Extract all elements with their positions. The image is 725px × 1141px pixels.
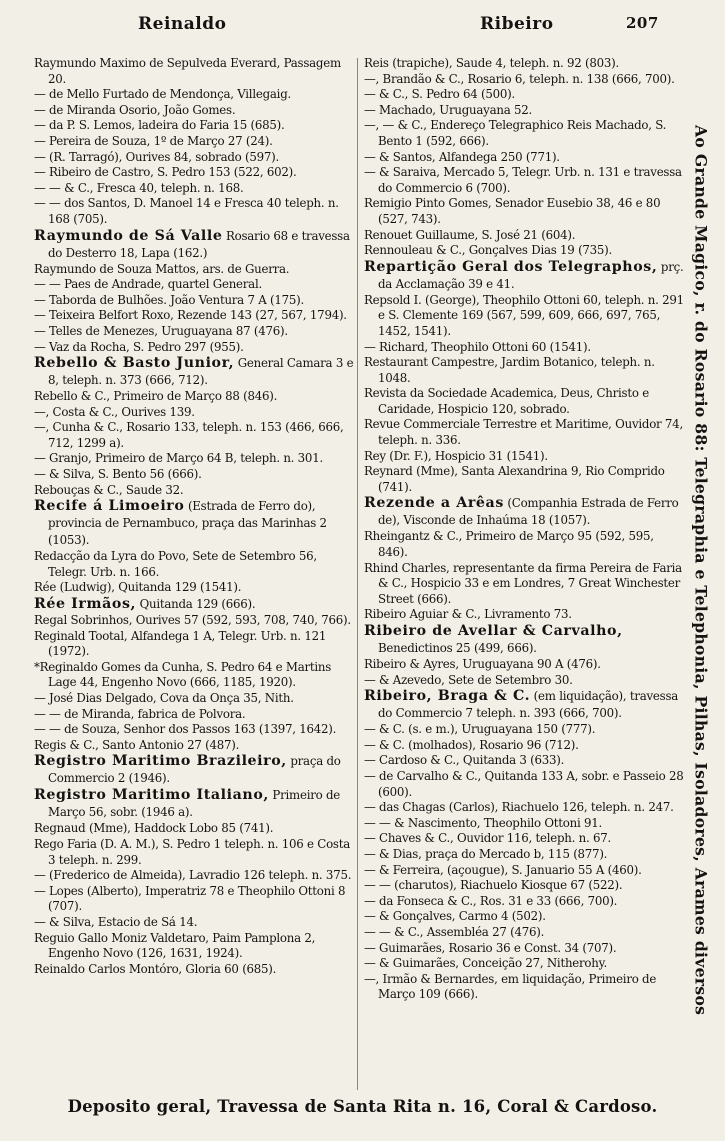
entry-name: — & C. (molhados), Rosario 96 (712). xyxy=(364,737,579,752)
entry-name: — Machado, Uruguayana 52. xyxy=(364,102,533,117)
directory-entry xyxy=(34,87,356,103)
directory-entry xyxy=(34,56,356,87)
directory-entry xyxy=(364,769,686,800)
entry-name: — & Gonçalves, Carmo 4 (502). xyxy=(364,909,546,924)
entry-name: Raymundo Maximo de Sepulveda Everard, Passagem 20. xyxy=(34,56,341,86)
entry-name: — Guimarães, Rosario 36 e Const. 34 (707). xyxy=(364,940,617,955)
directory-entry xyxy=(34,596,356,613)
directory-entry xyxy=(364,464,686,495)
entry-name: — José Dias Delgado, Cova da Onça 35, Nith. xyxy=(34,691,294,705)
entry-name: — — & C., Fresca 40, teleph. n. 168. xyxy=(34,180,244,195)
column-divider xyxy=(357,58,358,1090)
entry-name: Reinaldo Carlos Montóro, Gloria 60 (685). xyxy=(34,961,277,976)
entry-name: — & Azevedo, Sete de Setembro 30. xyxy=(364,672,573,687)
entry-name: Rey (Dr. F.), Hospicio 31 (1541). xyxy=(364,448,548,463)
directory-entry xyxy=(34,660,356,691)
directory-entry xyxy=(34,340,356,356)
entry-name: — Ribeiro de Castro, S. Pedro 153 (522, 602). xyxy=(34,165,297,180)
entry-name: Rhind Charles, representante da firma Pereira de Faria & C., Hospicio 33 e em Londres, 7 Great Winchester Street (666). xyxy=(364,560,682,606)
directory-entry xyxy=(364,529,686,560)
entry-name: Rebouças & C., Saude 32. xyxy=(34,482,184,497)
entry-name: Restaurant Campestre, Jardim Botanico, teleph. n. 1048. xyxy=(364,355,655,385)
entry-name: — Vaz da Rocha, S. Pedro 297 (955). xyxy=(34,339,244,354)
directory-entry xyxy=(364,561,686,608)
directory-entry xyxy=(364,56,686,72)
entry-address: Primeiro de Março 56, sobr. (1946 a). xyxy=(48,788,341,820)
entry-name: — de Miranda Osorio, João Gomes. xyxy=(34,102,236,117)
directory-entry xyxy=(34,228,356,262)
entry-name: —, Costa & C., Ourives 139. xyxy=(34,404,195,419)
directory-entry xyxy=(364,259,686,293)
right-column xyxy=(364,56,686,1003)
entry-name: —, Cunha & C., Rosario 133, teleph. n. 153 (466, 666, 712, 1299 a). xyxy=(34,420,344,450)
directory-entry xyxy=(34,308,356,324)
entry-name: — — de Miranda, fabrica de Polvora. xyxy=(34,706,246,721)
directory-entry xyxy=(364,150,686,166)
directory-entry xyxy=(364,340,686,356)
directory-entry xyxy=(364,800,686,816)
entry-name: Repartição Geral dos Telegraphos, xyxy=(364,258,658,275)
entry-name: Repsold I. (George), Theophilo Ottoni 60, teleph. n. 291 e S. Clemente 169 (567, 599, 609, 666, 697, 765, 1452, 1541). xyxy=(364,292,684,338)
directory-entry xyxy=(364,165,686,196)
directory-entry xyxy=(34,324,356,340)
entry-name: Ribeiro & Ayres, Uruguayana 90 A (476). xyxy=(364,657,601,671)
footer-advertisement: Deposito geral, Travessa de Santa Rita n. 16, Coral & Cardoso. xyxy=(67,1097,658,1116)
entry-address: (Estrada de Ferro do), provincia de Pernambuco, praça das Marinhas 2 (1053). xyxy=(48,499,327,548)
directory-entry xyxy=(34,738,356,754)
entry-name: — da Fonseca & C., Ros. 31 e 33 (666, 700). xyxy=(364,893,618,908)
entry-name: Regis & C., Santo Antonio 27 (487). xyxy=(34,737,240,752)
left-column xyxy=(34,56,356,977)
directory-entry xyxy=(364,941,686,957)
directory-entry xyxy=(34,293,356,309)
directory-entry xyxy=(34,196,356,227)
directory-entry xyxy=(34,707,356,723)
directory-entry xyxy=(364,878,686,894)
entry-name: — & C. (s. e m.), Uruguayana 150 (777). xyxy=(364,722,596,737)
directory-entry xyxy=(364,243,686,259)
entry-name: — & C., S. Pedro 64 (500). xyxy=(364,87,515,102)
entry-address: prç. da Acclamação 39 e 41. xyxy=(378,259,684,291)
directory-entry xyxy=(34,691,356,707)
entry-name: Ribeiro Aguiar & C., Livramento 73. xyxy=(364,607,572,622)
entry-name: Redacção da Lyra do Povo, Sete de Setembro 56, Telegr. Urb. n. 166. xyxy=(34,549,317,579)
entry-name: — — de Souza, Senhor dos Passos 163 (1397, 1642). xyxy=(34,722,337,737)
entry-name: Renouet Guillaume, S. José 21 (604). xyxy=(364,227,576,242)
entry-name: Remigio Pinto Gomes, Senador Eusebio 38, 46 e 80 (527, 743). xyxy=(364,196,661,226)
directory-entry xyxy=(364,972,686,1003)
entry-name: — Telles de Menezes, Uruguayana 87 (476). xyxy=(34,323,288,338)
entry-name: Raymundo de Sá Valle xyxy=(34,227,223,244)
entry-name: — (Frederico de Almeida), Lavradio 126 teleph. n. 375. xyxy=(34,868,352,883)
directory-entry xyxy=(34,262,356,278)
directory-entry xyxy=(34,753,356,787)
directory-entry xyxy=(364,293,686,340)
entry-name: Recife á Limoeiro xyxy=(34,498,185,515)
entry-name: — de Carvalho & C., Quitanda 133 A, sobr. e Passeio 28 (600). xyxy=(364,768,684,799)
side-ad-text: Ao Grande Magico, r. do Rosario 88: Telegraphia e Telephonia, Pilhas, Isoladores, Arames diversos xyxy=(691,124,711,1016)
entry-name: — de Mello Furtado de Mendonça, Villegaig. xyxy=(34,87,291,102)
directory-entry xyxy=(364,87,686,103)
entry-name: — das Chagas (Carlos), Riachuelo 126, teleph. n. 247. xyxy=(364,800,674,815)
directory-entry xyxy=(364,863,686,879)
entry-name: — (R. Tarragó), Ourives 84, sobrado (597). xyxy=(34,149,279,164)
entry-name: *Reginaldo Gomes da Cunha, S. Pedro 64 e Martins Lage 44, Engenho Novo (666, 1185, 1920). xyxy=(34,659,332,690)
directory-entry xyxy=(364,72,686,88)
entry-name: Ribeiro, Braga & C. xyxy=(364,688,531,705)
entry-name: — Cardoso & C., Quitanda 3 (633). xyxy=(364,753,565,768)
entry-name: — da P. S. Lemos, ladeira do Faria 15 (685). xyxy=(34,118,285,133)
right-running-head: Ribeiro xyxy=(480,14,554,34)
directory-entry xyxy=(364,831,686,847)
entry-name: —, Brandão & C., Rosario 6, teleph. n. 138 (666, 700). xyxy=(364,71,675,86)
directory-entry xyxy=(34,629,356,660)
directory-entry xyxy=(34,821,356,837)
directory-entry xyxy=(34,931,356,962)
directory-entry xyxy=(364,722,686,738)
side-advertisement xyxy=(681,40,721,1100)
directory-entry xyxy=(364,847,686,863)
entry-name: — — dos Santos, D. Manoel 14 e Fresca 40 teleph. n. 168 (705). xyxy=(34,196,339,226)
entry-name: — Teixeira Belfort Roxo, Rezende 143 (27, 567, 1794). xyxy=(34,308,347,323)
directory-entry xyxy=(34,722,356,738)
entry-name: — Pereira de Souza, 1º de Março 27 (24). xyxy=(34,133,273,148)
directory-entry xyxy=(34,451,356,467)
entry-name: — Richard, Theophilo Ottoni 60 (1541). xyxy=(364,339,591,354)
directory-entry xyxy=(34,837,356,868)
entry-name: — — & C., Assembléa 27 (476). xyxy=(364,924,545,939)
directory-entry xyxy=(364,738,686,754)
page-header xyxy=(30,14,680,42)
directory-entry xyxy=(34,884,356,915)
entry-name: — Granjo, Primeiro de Março 64 B, teleph. n. 301. xyxy=(34,451,323,466)
entry-name: — Chaves & C., Ouvidor 116, teleph. n. 67. xyxy=(364,831,612,846)
directory-entry xyxy=(364,894,686,910)
directory-entry xyxy=(364,228,686,244)
directory-entry xyxy=(364,657,686,673)
entry-name: — & Santos, Alfandega 250 (771). xyxy=(364,149,560,164)
entry-name: Rheingantz & C., Primeiro de Março 95 (592, 595, 846). xyxy=(364,529,654,560)
directory-entry xyxy=(364,816,686,832)
entry-name: Rennouleau & C., Gonçalves Dias 19 (735). xyxy=(364,243,613,258)
entry-address: (Companhia Estrada de Ferro de), Visconde de Inhaúma 18 (1057). xyxy=(378,496,679,528)
entry-address: Rosario 68 e travessa do Desterro 18, Lapa (162.) xyxy=(48,228,350,260)
entry-name: Rezende a Arêas xyxy=(364,495,504,512)
entry-name: — — (charutos), Riachuelo Kiosque 67 (522). xyxy=(364,878,623,893)
entry-name: — & Dias, praça do Mercado b, 115 (877). xyxy=(364,846,608,861)
directory-entry xyxy=(34,498,356,549)
entry-name: — & Ferreira, (açougue), S. Januario 55 A (460). xyxy=(364,862,642,877)
directory-entry xyxy=(364,909,686,925)
entry-name: Rebello & C., Primeiro de Março 88 (846). xyxy=(34,389,278,404)
directory-entry xyxy=(34,962,356,978)
entry-name: Ribeiro de Avellar & Carvalho, xyxy=(364,623,623,639)
entry-name: Reynard (Mme), Santa Alexandrina 9, Rio Comprido (741). xyxy=(364,464,665,494)
entry-name: Registro Maritimo Brazileiro, xyxy=(34,753,287,770)
directory-entry xyxy=(34,405,356,421)
entry-name: Rée (Ludwig), Quitanda 129 (1541). xyxy=(34,580,242,595)
directory-entry xyxy=(364,196,686,227)
entry-name: Reginald Tootal, Alfandega 1 A, Telegr. Urb. n. 121 (1972). xyxy=(34,628,327,659)
entry-name: Rego Faria (D. A. M.), S. Pedro 1 teleph. n. 106 e Costa 3 teleph. n. 299. xyxy=(34,836,350,867)
directory-entry xyxy=(364,417,686,448)
entry-name: Reis (trapiche), Saude 4, teleph. n. 92 (803). xyxy=(364,56,620,70)
entry-name: — Lopes (Alberto), Imperatriz 78 e Theophilo Ottoni 8 (707). xyxy=(34,883,346,914)
directory-entry xyxy=(364,753,686,769)
entry-name: — Taborda de Bulhões. João Ventura 7 A (175). xyxy=(34,292,304,307)
entry-address: Benedictinos 25 (499, 666). xyxy=(378,641,537,655)
entry-name: — & Guimarães, Conceição 27, Nitherohy. xyxy=(364,956,607,971)
entry-name: — — & Nascimento, Theophilo Ottoni 91. xyxy=(364,815,602,830)
directory-entry xyxy=(34,103,356,119)
entry-name: Revista da Sociedade Academica, Deus, Christo e Caridade, Hospicio 120, sobrado. xyxy=(364,386,649,416)
entry-address: Quitanda 129 (666). xyxy=(136,597,256,612)
directory-entry xyxy=(364,355,686,386)
directory-entry xyxy=(34,580,356,596)
directory-entry xyxy=(34,868,356,884)
entry-name: — & Silva, Estacio de Sá 14. xyxy=(34,914,198,929)
directory-entry xyxy=(364,495,686,529)
directory-entry xyxy=(34,549,356,580)
entry-name: —, Irmão & Bernardes, em liquidação, Primeiro de Março 109 (666). xyxy=(364,971,657,1002)
left-running-head: Reinaldo xyxy=(138,14,227,34)
entry-name: Rée Irmãos, xyxy=(34,596,137,613)
directory-entry xyxy=(364,956,686,972)
entry-name: — — Paes de Andrade, quartel General. xyxy=(34,277,262,292)
directory-entry xyxy=(364,118,686,149)
directory-entry xyxy=(364,607,686,623)
directory-entry xyxy=(364,103,686,119)
directory-entry xyxy=(34,118,356,134)
directory-entry xyxy=(34,915,356,931)
entry-name: Registro Maritimo Italiano, xyxy=(34,787,269,804)
directory-entry xyxy=(34,467,356,483)
directory-entry xyxy=(364,688,686,722)
directory-entry xyxy=(34,165,356,181)
directory-entry xyxy=(34,613,356,629)
directory-entry xyxy=(364,386,686,417)
directory-entry xyxy=(34,355,356,389)
page-number: 207 xyxy=(626,14,659,32)
entry-address: General Camara 3 e 8, teleph. n. 373 (666, 712). xyxy=(48,356,354,388)
directory-entry xyxy=(34,150,356,166)
entry-address: praça do Commercio 2 (1946). xyxy=(48,754,341,786)
directory-entry xyxy=(34,389,356,405)
directory-entry xyxy=(34,277,356,293)
directory-entry xyxy=(34,420,356,451)
entry-name: Reguio Gallo Moniz Valdetaro, Paim Pamplona 2, Engenho Novo (126, 1631, 1924). xyxy=(34,930,316,961)
entry-name: Raymundo de Souza Mattos, ars. de Guerra. xyxy=(34,261,290,276)
directory-entry xyxy=(364,925,686,941)
directory-entry xyxy=(364,673,686,689)
entry-address: (em liquidação), travessa do Commercio 7 teleph. n. 393 (666, 700). xyxy=(378,689,679,721)
entry-name: — & Silva, S. Bento 56 (666). xyxy=(34,467,202,482)
directory-entry xyxy=(34,483,356,499)
entry-name: Rebello & Basto Junior, xyxy=(34,355,235,372)
directory-entry xyxy=(34,181,356,197)
directory-entry xyxy=(34,787,356,821)
directory-entry xyxy=(34,134,356,150)
entry-name: Regnaud (Mme), Haddock Lobo 85 (741). xyxy=(34,821,274,836)
entry-name: —, — & C., Endereço Telegraphico Reis Machado, S. Bento 1 (592, 666). xyxy=(364,118,667,148)
directory-entry xyxy=(364,623,686,657)
entry-name: Revue Commerciale Terrestre et Maritime, Ouvidor 74, teleph. n. 336. xyxy=(364,417,683,448)
directory-entry xyxy=(364,449,686,465)
entry-name: Regal Sobrinhos, Ourives 57 (592, 593, 708, 740, 766). xyxy=(34,613,351,628)
entry-name: — & Saraiva, Mercado 5, Telegr. Urb. n. 131 e travessa do Commercio 6 (700). xyxy=(364,165,682,195)
